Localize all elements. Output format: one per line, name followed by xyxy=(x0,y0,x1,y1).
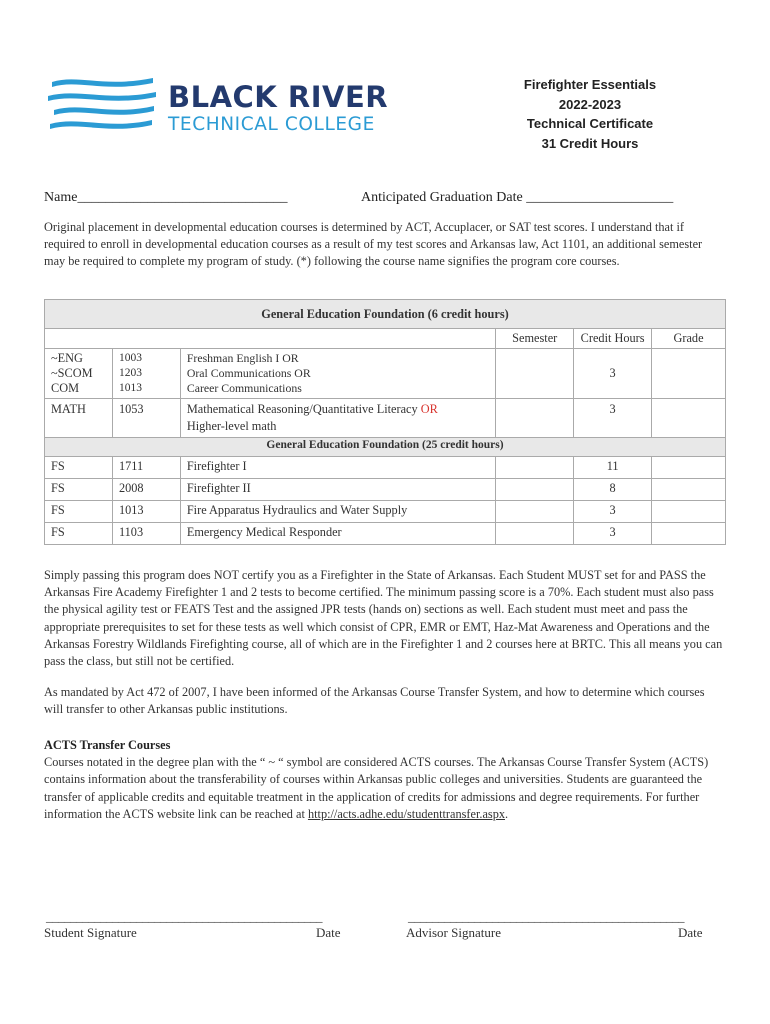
course-prefix-cell: FS xyxy=(45,523,113,545)
name-label: Name xyxy=(44,190,78,205)
semester-cell[interactable] xyxy=(496,479,574,501)
certification-notice: Simply passing this program does NOT certify you as a Firefighter in the State of Arkansas. Each Student MUST set for and PASS the Arkansas Fire Academy Firefighter 1 and 2 tests to become certified. The minimum passing score is a 70%. Each student must also pass the physical agility test or FEATS Test and the assigned JPR tests (hands on) sections as well. Each student must meet and pass the appropriate prerequisites to set for these tests as well which consist of CPR, EMR or EMT, Haz-Mat Awareness and Operations and the Arkansas Forestry Wildlands Firefighting course, all of which are in the Firefighter 1 and 2 courses here at BRTC. This all means you can pass the class, but still not be certified. xyxy=(44,568,723,669)
grade-cell[interactable] xyxy=(652,399,726,438)
course-number-cell: 2008 xyxy=(112,479,180,501)
program-hours: 31 Credit Hours xyxy=(541,135,639,151)
table-row xyxy=(45,349,726,399)
credit-cell: 3 xyxy=(574,399,652,438)
student-date-label: Date xyxy=(316,925,341,940)
student-signature-label: Student Signature xyxy=(44,925,137,940)
act472-paragraph: As mandated by Act 472 of 2007, I have been informed of the Arkansas Course Transfer System, and how to determine which courses will transfer to other Arkansas public institutions. xyxy=(44,685,705,717)
advisor-signature-label: Advisor Signature xyxy=(406,925,501,940)
intro-paragraph: Original placement in developmental education courses is determined by ACT, Accuplacer, or SAT test scores. I understand that if required to enroll in developmental education courses as a result of my test scores and Arkansas law, Act 1101, an additional semester may be required to complete my program of study. (*) following the course name signifies the program core courses. xyxy=(44,220,703,269)
table-row xyxy=(45,399,726,438)
grade-cell[interactable] xyxy=(652,479,726,501)
course-prefix-cell: FS xyxy=(45,457,113,479)
or-label: OR xyxy=(420,402,438,416)
course-title-cell: Freshman English I OR Oral Communications OR Career Communications xyxy=(180,349,495,399)
graduation-date-field[interactable] xyxy=(361,190,673,206)
course-prefix-cell: ~ENG ~SCOM COM xyxy=(45,349,113,399)
semester-cell[interactable] xyxy=(496,399,574,438)
advisor-signature-line[interactable]: ______________________________________________ xyxy=(408,909,684,924)
program-year: 2022-2023 xyxy=(558,96,622,112)
program-type: Technical Certificate xyxy=(526,116,654,131)
name-field[interactable] xyxy=(44,190,287,206)
college-logo xyxy=(48,74,408,138)
course-title-cell: Firefighter II xyxy=(180,479,495,501)
course-title-cell: Fire Apparatus Hydraulics and Water Supply xyxy=(180,501,495,523)
wave-icon xyxy=(48,74,158,138)
course-number-cell: 1053 xyxy=(112,399,180,438)
semester-cell[interactable] xyxy=(496,349,574,399)
grad-line[interactable]: _____________________ xyxy=(526,190,674,205)
credit-cell: 11 xyxy=(574,457,652,479)
logo-line2: TECHNICAL COLLEGE xyxy=(168,114,375,135)
course-prefix-cell: FS xyxy=(45,479,113,501)
credit-cell: 8 xyxy=(574,479,652,501)
col-credit-hours: Credit Hours xyxy=(574,329,652,349)
grade-cell[interactable] xyxy=(652,523,726,545)
grade-cell[interactable] xyxy=(652,457,726,479)
credit-cell: 3 xyxy=(574,349,652,399)
table-row xyxy=(45,523,726,545)
course-title-cell: Firefighter I xyxy=(180,457,495,479)
course-prefix-cell: FS xyxy=(45,501,113,523)
table-row xyxy=(45,501,726,523)
semester-cell[interactable] xyxy=(496,523,574,545)
header-spacer xyxy=(45,329,496,349)
grade-cell[interactable] xyxy=(652,501,726,523)
course-title-cell: Mathematical Reasoning/Quantitative Literacy OR Higher-level math xyxy=(180,399,495,438)
name-line[interactable]: ______________________________ xyxy=(77,190,288,205)
logo-line1: BLACK RIVER xyxy=(168,80,389,114)
acts-section: ACTS Transfer Courses Courses notated in the degree plan with the “ ~ “ symbol are considered ACTS courses. The Arkansas Course Transfer System (ACTS) contains information about the transferability of courses within Arkansas public colleges and universities. Students are guaranteed the transfer of applicable credits and equitable treatment in the application of credits for admissions and degree requirements. For further information the ACTS website link can be reached at http://acts.adhe.edu/studenttransfer.aspx. xyxy=(44,737,724,823)
grad-label: Anticipated Graduation Date xyxy=(361,190,523,205)
course-number-cell: 1003 1203 1013 xyxy=(112,349,180,399)
course-table xyxy=(44,299,726,545)
credit-cell: 3 xyxy=(574,501,652,523)
course-prefix-cell: MATH xyxy=(45,399,113,438)
col-grade: Grade xyxy=(652,329,726,349)
section2-header: General Education Foundation (25 credit hours) xyxy=(45,438,726,457)
col-semester: Semester xyxy=(496,329,574,349)
course-number-cell: 1013 xyxy=(112,501,180,523)
semester-cell[interactable] xyxy=(496,501,574,523)
table-row xyxy=(45,479,726,501)
course-number-cell: 1103 xyxy=(112,523,180,545)
section1-header: General Education Foundation (6 credit hours) xyxy=(45,300,726,329)
course-title-cell: Emergency Medical Responder xyxy=(180,523,495,545)
grade-cell[interactable] xyxy=(652,349,726,399)
program-header xyxy=(490,75,690,153)
table-row xyxy=(45,457,726,479)
program-title: Firefighter Essentials xyxy=(523,77,657,92)
course-number-cell: 1711 xyxy=(112,457,180,479)
acts-link[interactable]: http://acts.adhe.edu/studenttransfer.aspx xyxy=(307,806,506,821)
credit-cell: 3 xyxy=(574,523,652,545)
semester-cell[interactable] xyxy=(496,457,574,479)
acts-heading: ACTS Transfer Courses xyxy=(44,738,171,752)
advisor-date-label: Date xyxy=(678,925,703,940)
student-signature-line[interactable]: ______________________________________________ xyxy=(46,909,322,924)
acts-body: Courses notated in the degree plan with the “ ~ “ symbol are considered ACTS courses. The Arkansas Course Transfer System (ACTS) contains information about the transferability of courses within Arkansas public colleges and universities. Students are guaranteed the transfer of applicable credits and equitable treatment in the application of credits for admissions and degree requirements. For further information the ACTS website link can be reached at xyxy=(44,755,709,821)
